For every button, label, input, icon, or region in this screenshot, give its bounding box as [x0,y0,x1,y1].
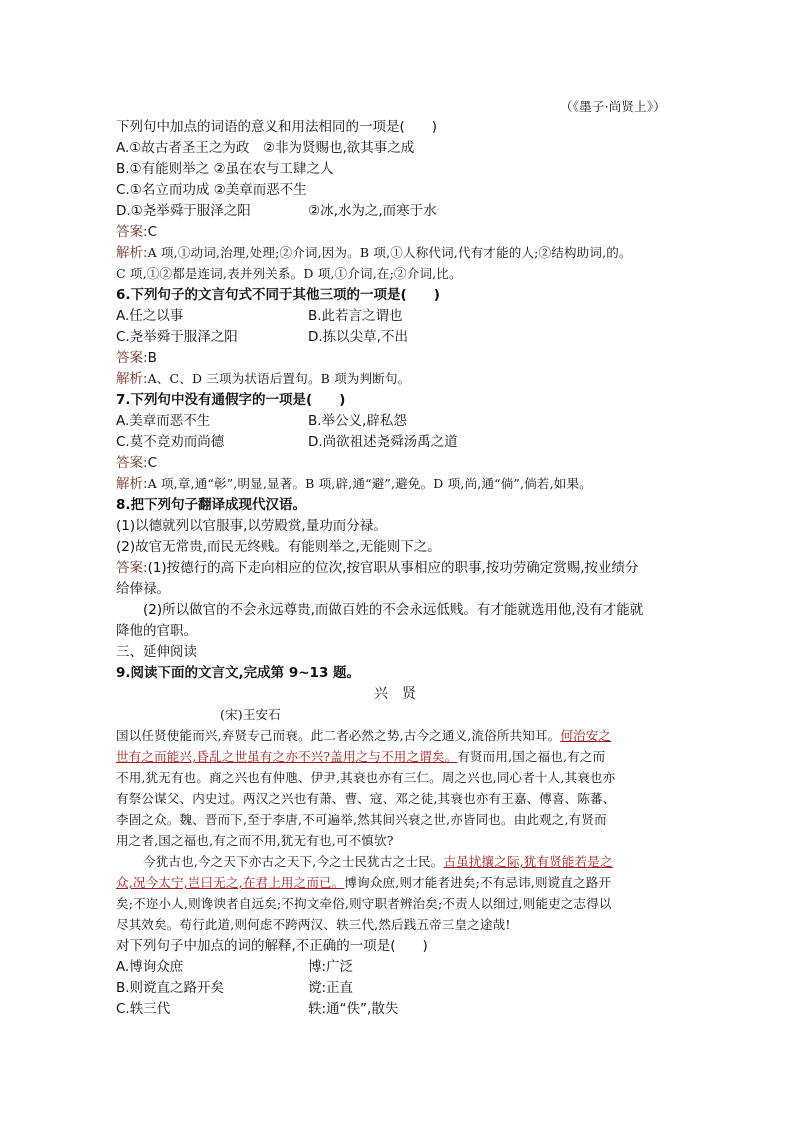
q7-option-a: A.美章而恶不生 [116,413,211,429]
q9-item-stem: 对下列句子中加点的词的解释,不正确的一项是( ) [116,938,428,954]
q7-analysis [116,475,592,493]
analysis-text: A、C、D 三项为状语后置句。B 项为判断句。 [147,371,411,386]
q5-option-d-part2: ②冰,水为之,而寒于水 [308,203,437,219]
answer-value: C [147,224,157,240]
q9-option-c-gloss: 轶:通“佚”,散失 [308,1001,399,1017]
q8-answer-2-line2: 降他的官职。 [116,623,197,639]
q5-option-c: C.①名立而功成 ②美章而恶不生 [116,182,307,198]
analysis-label: 解析: [116,245,148,261]
q9-stem: 9.阅读下面的文言文,完成第 9~13 题。 [116,665,361,681]
q5-option-b: B.①有能则举之 ②虽在农与工肆之人 [116,161,334,177]
passage-p1-line1 [116,727,611,745]
passage-p2-line3: 矣;不迩小人,则谗谀者自远矣;不拘文牵俗,则守职者辨治矣;不责人以细过,则能吏之志得以 [116,896,612,911]
analysis-label: 解析: [116,371,148,387]
q5-analysis-line1 [116,244,632,262]
analysis-label: 解析: [116,476,148,492]
q6-option-b: B.此若言之谓也 [308,308,403,324]
q5-answer [116,223,157,241]
passage-author: (宋)王安石 [220,707,281,722]
q8-sentence-1: (1)以德就列以官服事,以劳殿赏,量功而分禄。 [116,518,387,534]
q5-option-a: A.①故古者圣王之为政 ②非为贤赐也,欲其事之成 [116,140,415,156]
q7-option-c: C.莫不竞劝而尚德 [116,434,225,450]
answer-label: 答案: [116,350,148,366]
passage-p1-line4: 有祭公谋父、内史过。两汉之兴也有萧、曹、寇、邓之徒,其衰也亦有王嘉、傅喜、陈蕃、 [116,791,616,806]
q8-answer-2-line1: (2)所以做官的不会永远尊贵,而做百姓的不会永远低贱。有才能就选用他,没有才能就 [143,602,644,618]
answer-label: 答案: [116,455,148,471]
q7-stem: 7.下列句中没有通假字的一项是( ) [116,392,346,408]
passage-title: 兴 贤 [374,686,416,702]
passage-p2-line1 [143,853,613,871]
answer-label: 答案: [116,560,148,576]
passage-text: 今犹古也,今之天下亦古之天下,今之士民犹古之士民。 [143,854,444,869]
q6-option-a: A.任之以事 [116,308,184,324]
passage-text: 博询众庶,则才能者进矣;不有忌讳,则谠直之路开 [344,875,612,890]
q9-option-a: A.博询众庶 [116,959,184,975]
q7-option-d: D.尚欲祖述尧舜汤禹之道 [308,434,458,450]
analysis-text: A 项,①动词,治理,处理;②介词,因为。B 项,①人称代词,代有才能的人;②结构助词,的。 [147,245,632,260]
answer-value: B [147,350,157,366]
analysis-text: A 项,章,通“彰”,明显,显著。B 项,辟,通“避”,避免。D 项,尚,通“倘”,倘若,如果。 [147,476,592,491]
passage-p1-line3: 不用,犹无有也。商之兴也有仲虺、伊尹,其衰也亦有三仁。周之兴也,同心者十人,其衰也亦 [116,770,616,785]
answer-label: 答案: [116,224,148,240]
answer-text: (1)按德行的高下走向相应的位次,按官职从事相应的职事,按功劳确定赏赐,按业绩分 [147,560,639,576]
passage-text: 有贤而用,国之福也,有之而 [457,749,606,764]
q8-answer-1-line1 [116,559,639,577]
q5-stem: 下列句中加点的词语的意义和用法相同的一项是( ) [116,119,438,135]
q9-option-c: C.轶三代 [116,1001,171,1017]
passage-p2-line4: 尽其效矣。苟行此道,则何虑不跨两汉、轶三代,然后践五帝三皇之途哉! [116,917,511,932]
q9-option-b: B.则谠直之路开矣 [116,980,225,996]
passage-p1-line2 [116,748,605,766]
underlined-sentence: 众,况今太宁,岂曰无之,在君上用之而已。 [116,875,345,890]
q9-option-b-gloss: 谠:正直 [308,980,354,996]
underlined-sentence: 何治安之 [560,728,612,743]
q9-option-a-gloss: 博:广泛 [308,959,354,975]
passage-p1-line5: 李固之众。魏、晋而下,至于李唐,不可遍举,然其间兴衰之世,亦皆同也。由此观之,有贤而 [116,812,607,827]
q6-analysis [116,370,410,388]
q6-stem: 6.下列句子的文言句式不同于其他三项的一项是( ) [116,287,440,303]
section-heading: 三、延伸阅读 [116,644,197,660]
q6-option-d: D.拣以尖草,不出 [308,329,408,345]
q7-option-b: B.举公义,辟私怨 [308,413,407,429]
source-citation: （《墨子·尚贤上》） [560,99,666,114]
answer-value: C [147,455,157,471]
q8-sentence-2: (2)故官无常贵,而民无终贱。有能则举之,无能则下之。 [116,539,441,555]
q6-answer [116,349,157,367]
q8-stem: 8.把下列句子翻译成现代汉语。 [116,497,307,513]
underlined-sentence: 世有之而能兴,昏乱之世虽有之亦不兴?盖用之与不用之谓矣。 [116,749,458,764]
q8-answer-1-line2: 给俸禄。 [116,581,170,597]
q5-analysis-line2: C 项,①②都是连词,表并列关系。D 项,①介词,在;②介词,比。 [116,266,462,281]
q6-option-c: C.尧举舜于服泽之阳 [116,329,238,345]
passage-p1-line6: 用之者,国之福也,有之而不用,犹无有也,可不慎欤? [116,833,394,848]
q5-option-d-part1: D.①尧举舜于服泽之阳 [116,203,251,219]
passage-text: 国以任贤使能而兴,弃贤专己而衰。此二者必然之势,古今之通义,流俗所共知耳。 [116,728,561,743]
passage-p2-line2 [116,874,611,892]
q7-answer [116,454,157,472]
underlined-sentence: 古虽扰攘之际,犹有贤能若是之 [443,854,613,869]
